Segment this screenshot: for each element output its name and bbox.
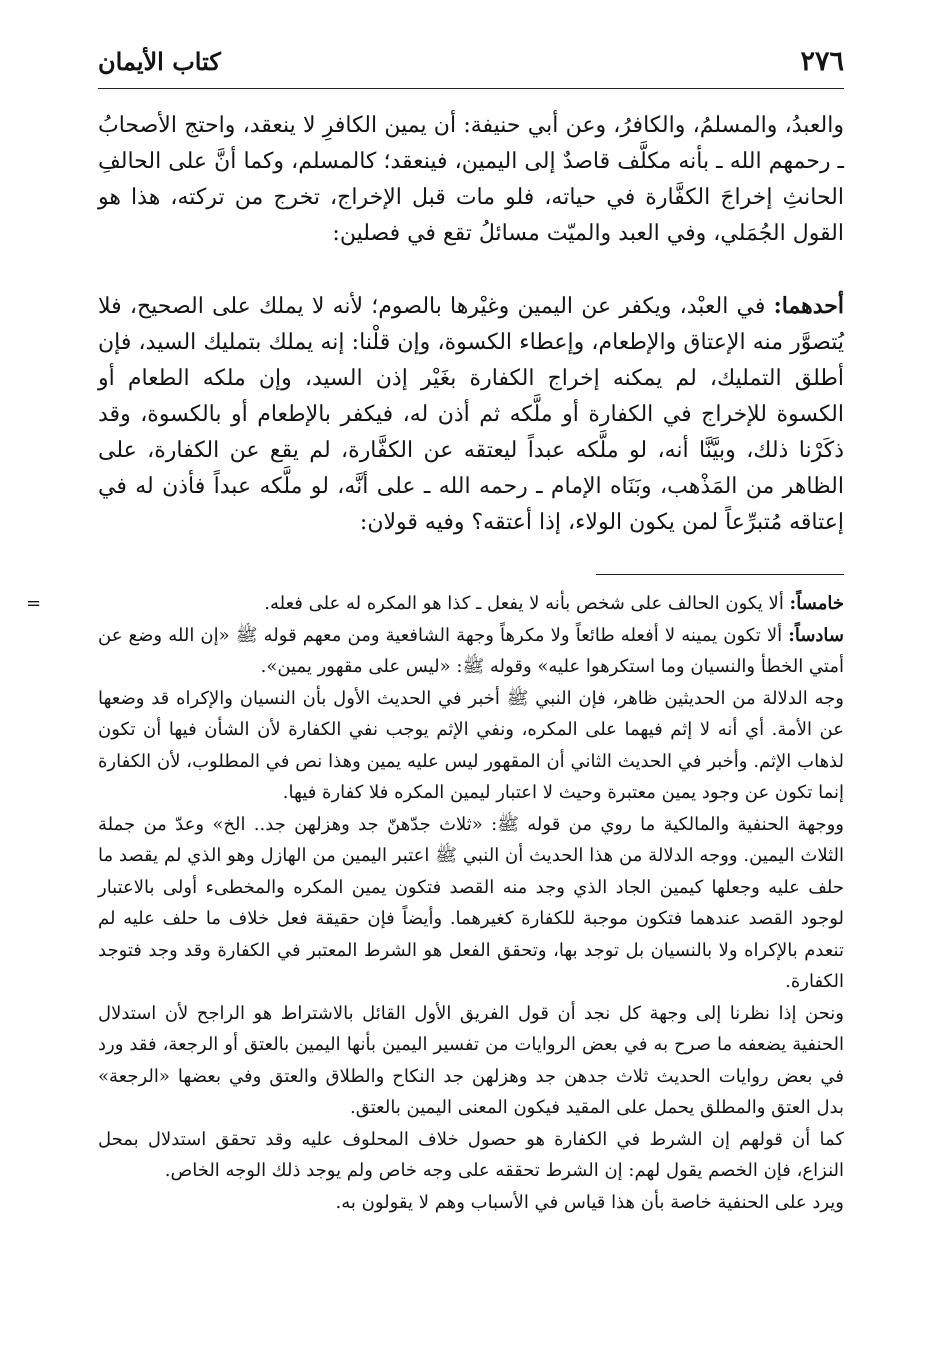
footnote-paragraph-objection: كما أن قولهم إن الشرط في الكفارة هو حصول خلاف المحلوف عليه وقد تحقق استدلال بمحل النزاع، فإن الخصم يقول لهم: إن الشرط تحققه على وجه خاص ولم يوجد ذلك الوجه الخاص.: [98, 1128, 844, 1181]
footnote-paragraph-conclusion: ويرد على الحنفية خاصة بأن هذا قياس في الأسباب وهم لا يقولون به.: [335, 1191, 844, 1213]
body-paragraph-2: [98, 288, 844, 541]
footnotes-section: [26, 588, 844, 1218]
paragraph-1-text: والعبدُ، والمسلمُ، والكافرُ، وعن أبي حنيفة: أن يمين الكافرِ لا ينعقد، واحتج الأصحابُ ـ رحمهم الله ـ بأنه مكلَّف قاصدٌ إلى اليمين، فينعقد؛ كالمسلم، وكما أنَّ على الحالفِ الحانثِ إخراجَ الكفَّارة في حياته، فلو مات قبل الإخراج، تخرج من تركته، هذا هو القول الجُمَلي، وفي العبد والميّت مسائلُ تقع في فصلين:: [98, 113, 844, 246]
paragraph-2-text: في العبْد، ويكفر عن اليمين وغيْرها بالصوم؛ لأنه لا يملك على الصحيح، فلا يُتصوَّر منه الإعتاق والإطعام، وإعطاء الكسوة، وإن قلْنا: إنه يملك بتمليك السيد، فإن أطلق التمليك، لم يمكنه إخراج الكفارة بغَيْر إذن السيد، وإن ملكه الطعام أو الكسوة للإخراج في الكفارة أو ملَّكه ثم أذن له، فيكفر بالإطعام أو بالكسوة، وقد ذكَرْنا ذلك، وبيَّنَّا أنه، لو ملَّكه عبداً ليعتقه عن الكفَّارة، لم يقع عن الكفارة، على الظاهر من المَذْهب، وبَنَاه الإمام ـ رحمه الله ـ على أنَّه، لو ملَّكه عبداً فأذن له في إعتاقه مُتبرِّعاً لمن يكون الولاء، إذا أعتقه؟ وفيه قولان:: [98, 294, 844, 535]
footnote-6-text: ألا تكون يمينه لا أفعله طائعاً ولا مكرهاً وجهة الشافعية ومن معهم قوله ﷺ «إن الله وضع عن أمتي الخطأ والنسيان وما استكرهوا عليه» وقوله ﷺ: «ليس على مقهور يمين».: [98, 624, 844, 677]
page-header: [98, 42, 844, 89]
footnote-paragraph-preference: ونحن إذا نظرنا إلى وجهة كل نجد أن قول الفريق الأول القائل بالاشتراط هو الراجح لأن استدلال الحنفية يضعفه ما صرح به في بعض الروايات من تفسير اليمين بأنها اليمين بالعتق أو الرجعة، فقد ورد في بعض روايات الحديث ثلاث جدهن جد وهزلهن جد النكاح والطلاق والعتق وفي بعضها «الرجعة» بدل العتق والمطلق يحمل على المقيد فيكون المعنى اليمين بالعتق.: [98, 1002, 844, 1118]
page-number: ٢٧٦: [800, 46, 844, 77]
footnote-list: [26, 588, 844, 1218]
footnote-item-5: [98, 588, 844, 620]
footnote-item-6: [98, 620, 844, 683]
footnote-paragraph-hanafi: ووجهة الحنفية والمالكية ما روي من قوله ﷺ: «ثلاث جدّهنّ جد وهزلهن جد.. الخ» وعدّ من جملة الثلاث اليمين. ووجه الدلالة من هذا الحديث أن النبي ﷺ اعتبر اليمين من الهازل وهو الذي لم يقصد ما حلف عليه وجعلها كيمين الجاد الذي وجد منه القصد فتكون يمين المكره والمخطىء أولى بالاعتبار لوجود القصد عندهما فتكون موجبة للكفارة كغيرهما. وأيضاً فإن حقيقة فعل خلاف ما حلف عليه لم تنعدم بالإكراه ولا بالنسيان بل توجد بها، وتحقق الفعل هو الشرط المعتبر في الكفارة وقد وجد فتوجد الكفارة.: [98, 813, 844, 992]
paragraph-2-lead: أحدهما:: [773, 293, 844, 319]
footnote-continuation-marker: =: [26, 593, 42, 614]
footnote-5-lead: خامساً:: [789, 593, 844, 614]
footnote-separator: [596, 574, 844, 575]
footnote-paragraph-evidence: وجه الدلالة من الحديثين ظاهر، فإن النبي ﷺ أخبر في الحديث الأول بأن النسيان والإكراه قد وضعها عن الأمة. أي أنه لا إثم فيهما على المكره، ونفي الإثم يوجب نفي الكفارة لأن الشأن فيها أن تكون لذهاب الإثم. وأخبر في الحديث الثاني أن المقهور ليس عليه يمين وهذا نص في المطلوب، لأن الكفارة إنما تكون عن وجود يمين معتبرة وحيث لا اعتبار ليمين المكره فلا كفارة فيها.: [98, 687, 844, 803]
running-title: كتاب الأيمان: [98, 47, 221, 76]
body-paragraph-1: [98, 108, 844, 252]
footnote-5-text: ألا يكون الحالف على شخص بأنه لا يفعل ـ كذا هو المكره له على فعله.: [264, 593, 790, 614]
footnote-6-lead: سادساً:: [788, 624, 844, 646]
